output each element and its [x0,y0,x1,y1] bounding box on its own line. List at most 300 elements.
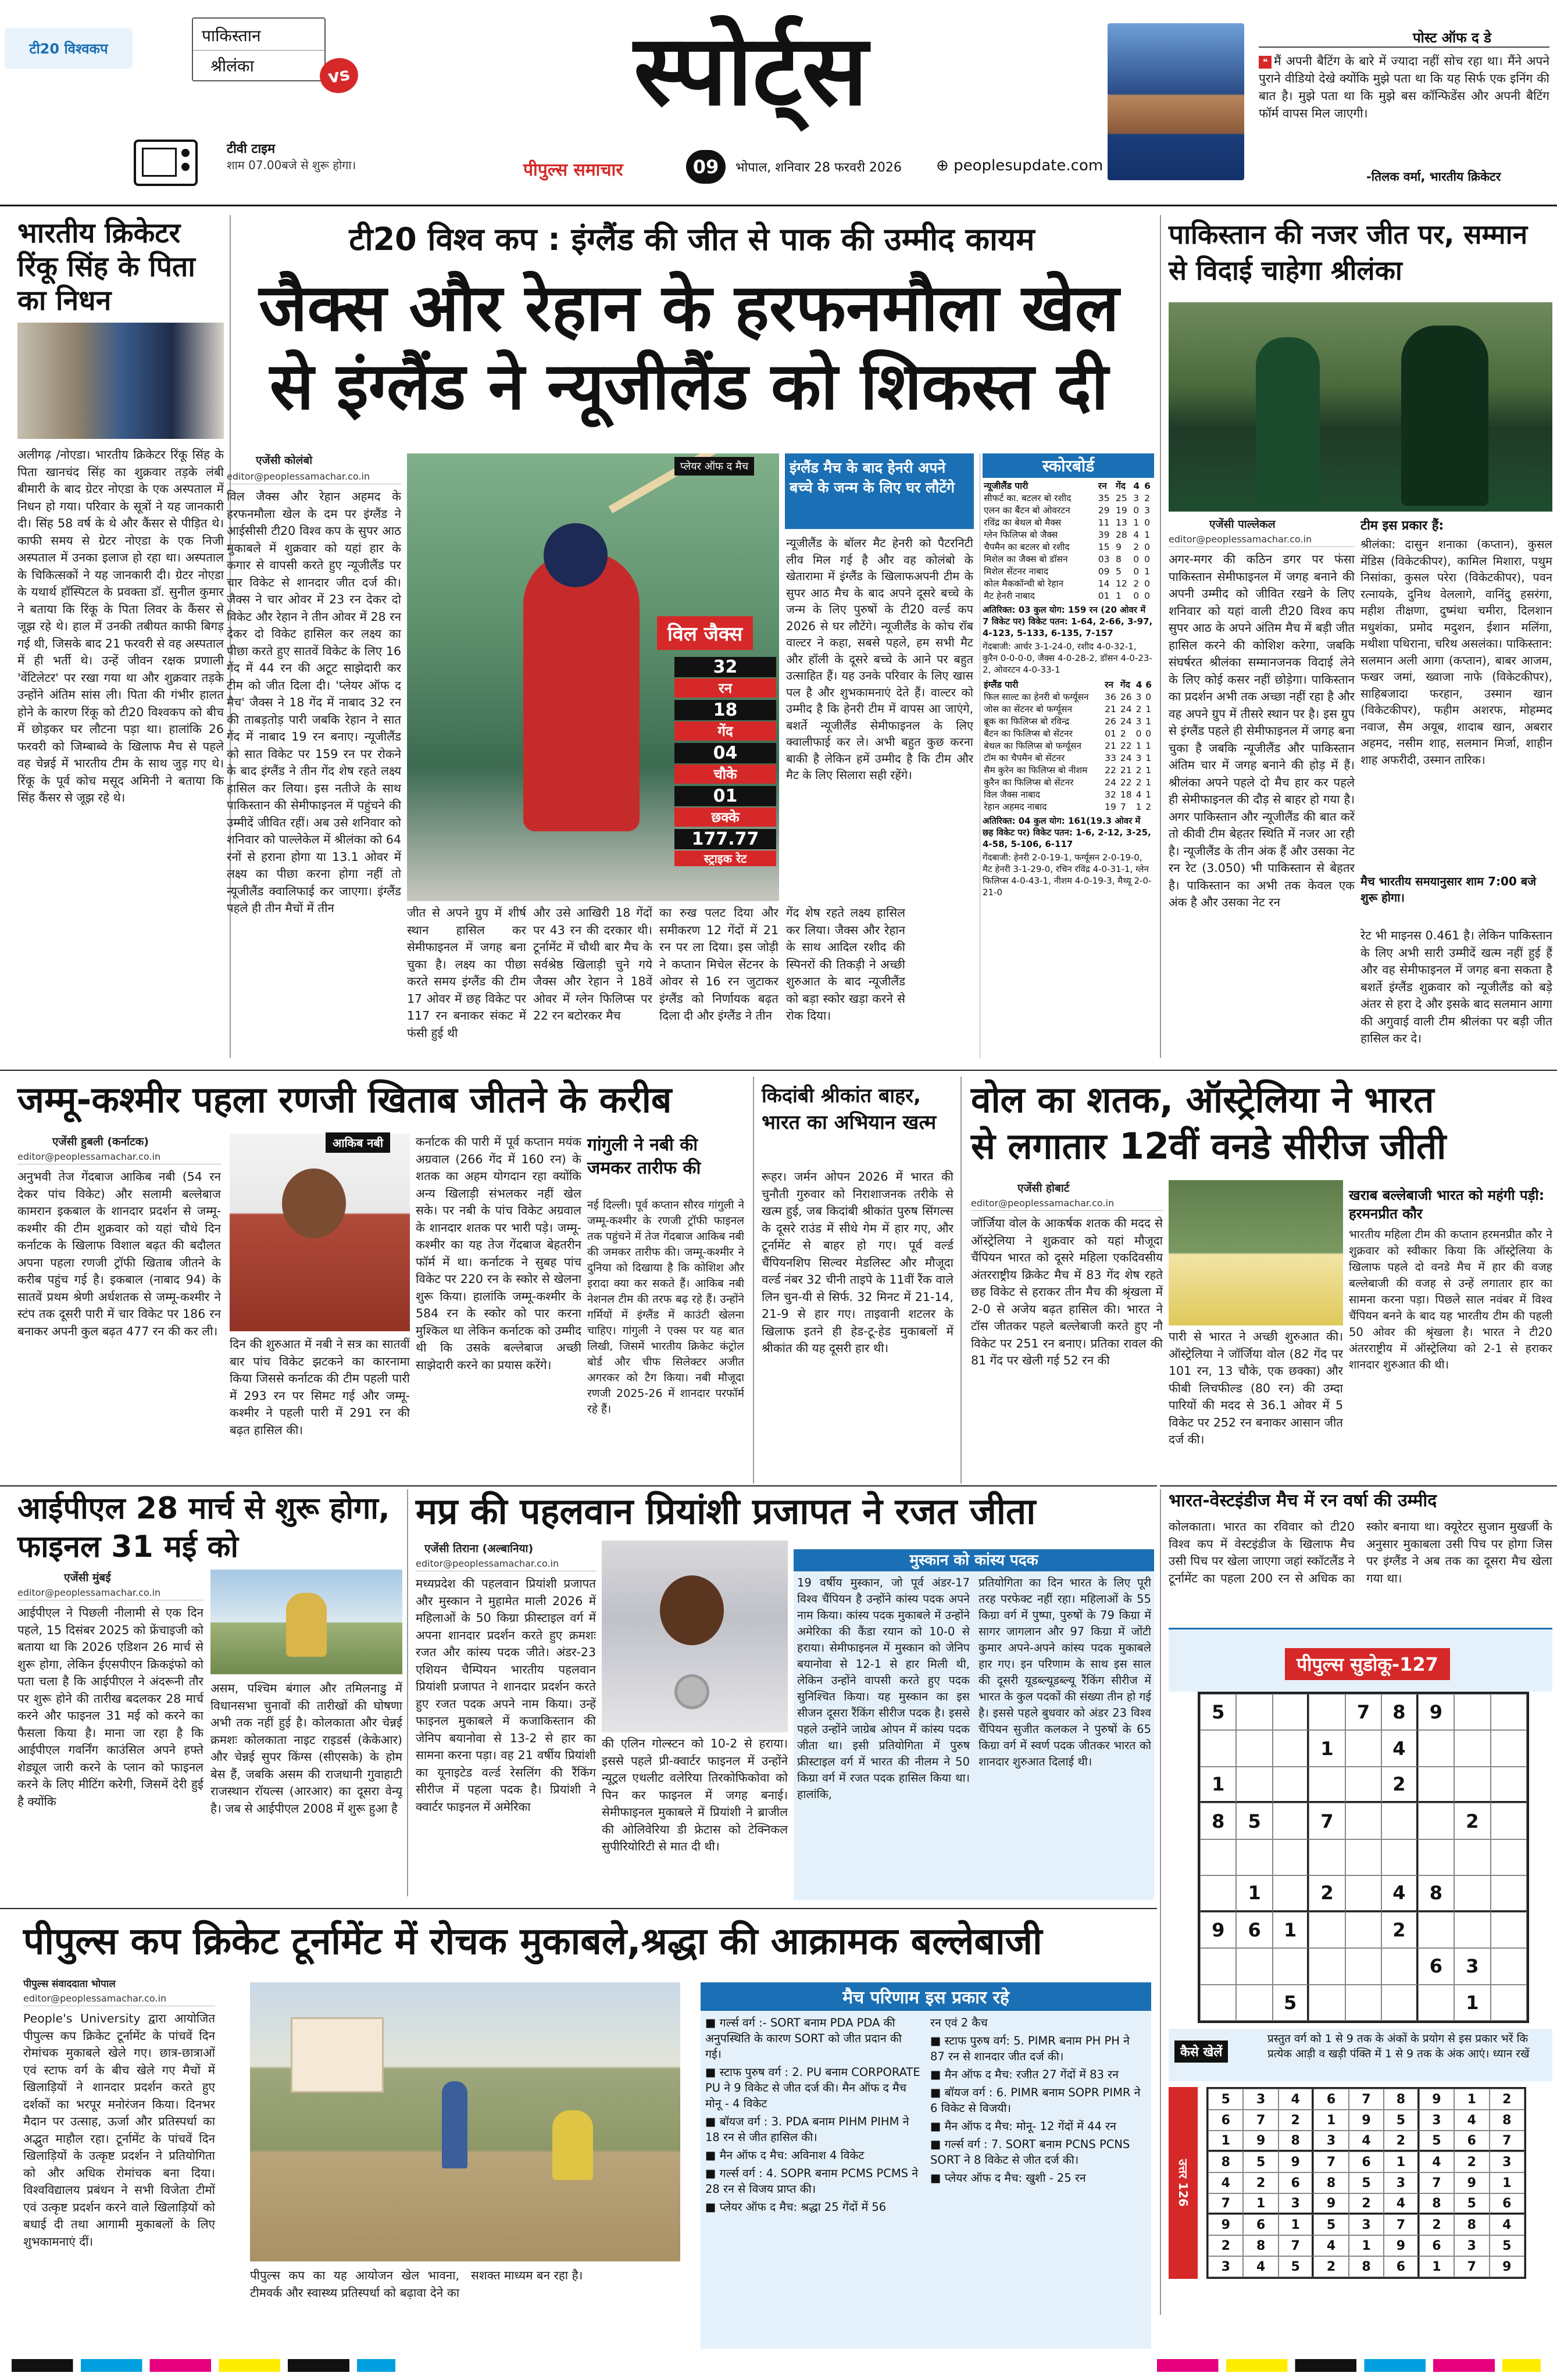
sudoku-cell[interactable]: 7 [1345,1694,1381,1730]
sudoku-cell: 8 [1490,2110,1524,2131]
sudoku-cell[interactable]: 1 [1200,1767,1236,1803]
pom-name: विल जैक्स [657,616,753,650]
team2-label: श्रीलंका [210,56,254,76]
sudoku-cell: 7 [1490,2131,1524,2152]
result-item: ■ स्टाफ पुरुष वर्ग: 5. PIMR बनाम PH PH ने 87 रन से शानदार जीत दर्ज की। [930,2034,1130,2063]
sudoku-cell: 9 [1454,2172,1489,2193]
squad-text: श्रीलंका: दासुन शनाका (कप्तान), कुसल मेंडिस (विकेटकीपर), कामिल मिशारा, पथुम निसांका, कुसल परेरा (विकेटकीपर), पवन रत्नायके, दुनिथ वेललागे, वानिंदु हसरंगा, महीश तीक्षणा, दुष्मंथा चमीरा, दिलशान मधुशंका, प्रमोद मदुशन, ईशान मलिंगा, मथीशा पथिराना, चरिथ असलंका। पाकिस्तान: सलमान अली आगा (कप्तान), बाबर आजम, फखर जमां, ख्वाजा नाफे (विकेटकीपर), साहिबजादा फरहान, उस्मान खान (विकेटकीपर), फहीम अशरफ, मोहम्मद नवाज, सैम अयूब, शादाब खान, अबरार अहमद, नसीम शाह, सलमान मिर्जा, शाहीन शाह अफरीदी, उस्मान तारिक। [1360,537,1552,767]
vs-badge: vs [317,55,360,97]
sudoku-cell: 6 [1208,2110,1243,2131]
sudoku-cell[interactable] [1345,1767,1381,1803]
sudoku-cell: 1 [1454,2089,1489,2110]
sudoku-cell: 3 [1490,2152,1524,2172]
wi-text: कोलकाता। भारत का रविवार को टी20 विश्व कप में वेस्टइंडीज के खिलाफ मैच उसी पिच पर खेला जाएगा जहां स्कॉटलैंड ने टूर्नामेंट का पहला 200 रन से अधिक का स्कोर बनाया था। क्यूरेटर सुजान मुखर्जी के अनुसार मुकाबला उसी पिच पर होगा जिस पर इंग्लैंड ने अब तक का दूसरा मैच खेला गया था। [1169,1520,1552,1585]
ganguly-headline: गांगुली ने नबी की जमकर तारीफ की [587,1135,701,1178]
sudoku-cell[interactable]: 9 [1200,1912,1236,1948]
sudoku-cell: 4 [1279,2089,1313,2110]
sudoku-cell: 3 [1384,2172,1419,2193]
sudoku-cell[interactable] [1309,1985,1345,2021]
sudoku-cell: 8 [1419,2193,1454,2214]
sudoku-cell[interactable] [1418,1767,1454,1803]
ranji-headline: जम्मू-कश्मीर पहला रणजी खिताब जीतने के करीब [17,1078,672,1121]
cup-caption: पीपुल्स कप का यह आयोजन खेल भावना, टीमवर्क और स्वास्थ्य प्रतिस्पर्धा को बढ़ावा देने का सशक्त माध्यम बन रहा है। [250,2268,583,2300]
sudoku-cell: 2 [1384,2131,1419,2152]
sudoku-cell: 4 [1313,2235,1348,2256]
sudoku-cell: 1 [1279,2214,1313,2235]
nz-extras: अतिरिक्त: 03 कुल योग: 159 रन (20 ओवर में 7 विकेट पर) विकेट पतन: 1-64, 2-66, 3-97, 4-123, 5-133, 6-135, 7-157 [983,605,1153,638]
sudoku-cell[interactable] [1381,1948,1417,1984]
squad-label: टीम इस प्रकार हैं: [1360,519,1444,533]
sudoku-cell[interactable]: 8 [1200,1803,1236,1839]
sudoku-cell[interactable] [1491,1694,1527,1730]
sudoku-cell[interactable] [1491,1767,1527,1803]
cup-email: editor@peoplessamachar.co.in [23,1993,215,2006]
akib-nabi-photo [230,1134,410,1331]
sudoku-cell[interactable] [1454,1875,1490,1911]
result-item: ■ बॉयज वर्ग : 3. PDA बनाम PIHM PIHM ने 18 रन से जीत हासिल की। [705,2115,909,2144]
sudoku-cell: 8 [1279,2131,1313,2152]
sudoku-cell[interactable] [1345,1803,1381,1839]
sudoku-cell[interactable] [1236,1767,1272,1803]
odi-headline-1: वोल का शतक, ऑस्ट्रेलिया ने भारत [971,1078,1434,1121]
table-row: मिशेल का जैक्स बो डॉसन 03 8 0 0 [984,554,1150,564]
table-row: चैपमैन का बटलर बो रशीद 15 9 2 0 [984,542,1150,552]
sudoku-cell: 8 [1208,2152,1243,2172]
sudoku-cell: 9 [1279,2152,1313,2172]
table-row: मैट हेनरी नाबाद 01 1 0 0 [984,591,1150,601]
results-left [705,2015,920,2217]
sudoku-cell[interactable] [1236,1694,1272,1730]
sudoku-cell: 8 [1349,2256,1384,2277]
sudoku-cell[interactable] [1345,1839,1381,1875]
sudoku-cell: 5 [1313,2214,1348,2235]
sudoku-cell: 6 [1454,2131,1489,2152]
rinku-headline: भारतीय क्रिकेटर रिंकू सिंह के पिता का निधन [17,217,195,317]
main-col4: का रुख पलट दिया और समीकरण 12 गेंदों में 21 रन पर ला दिया। इस जोड़ी ने कप्तान मिचेल सेंटनर के ओवर से 16 रन जुटाकर इंग्लैंड को निर्णायक बढ़त दिला दी और इंग्लैंड ने तीन [659,906,779,1023]
wrestling-email: editor@peoplessamachar.co.in [416,1558,596,1571]
sudoku-cell[interactable] [1491,1912,1527,1948]
sudoku-cell: 3 [1279,2193,1313,2214]
ipl-headline: आईपीएल 28 मार्च से शुरू होगा, फाइनल 31 मई को [17,1491,390,1564]
wrestling-agency: एजेंसी तिराना (अल्बानिया) [424,1542,534,1555]
team1-label: पाकिस्तान [202,26,261,45]
color-bar [12,2359,395,2372]
ipl-text2: असम, पश्चिम बंगाल और तमिलनाडु में विधानसभा चुनावों की तारीखों की घोषणा अभी तक नहीं हुई है। कोलकाता और चेन्नई क्रमशः कोलकाता नाइट राइडर्स (केकेआर) और चेन्नई सुपर किंग्स (सीएसके) के होम बेस हैं, जबकि असम की राजधानी गुवाहाटी राजस्थान रॉयल्स (आरआर) का दूसरा वेन्यू है। जब से आईपीएल 2008 में शुरू हुआ है [210,1681,402,1816]
odi-agency: एजेंसी होबार्ट [1017,1182,1070,1195]
sudoku-cell[interactable] [1491,1875,1527,1911]
main-kicker: टी20 विश्व कप : इंग्लैंड की जीत से पाक की उम्मीद कायम [349,221,1035,258]
sudoku-cell: 3 [1243,2089,1278,2110]
sudoku-cell: 8 [1243,2235,1278,2256]
sudoku-cell[interactable] [1491,1730,1527,1766]
table-row: जोस का सेंटनर बो फर्ग्यूसन 21 24 2 1 [984,704,1152,714]
sudoku-cell: 5 [1384,2110,1419,2131]
sudoku-cell[interactable] [1200,1839,1236,1875]
odi-email: editor@peoplessamachar.co.in [971,1198,1163,1211]
sudoku-cell[interactable]: 5 [1200,1694,1236,1730]
wrestling-headline: मप्र की पहलवान प्रियांशी प्रजापत ने रजत जीता [416,1490,1036,1532]
priyanshi-photo [602,1541,788,1732]
pak-sl-agency: एजेंसी पाल्लेकल [1209,518,1276,531]
post-of-day-text: ❝ मैं अपनी बैटिंग के बारे में ज्यादा नहीं सोच रहा था। मैंने अपने पुराने वीडियो देखे क्योंकि मुझे पता था कि यह सिर्फ एक इनिंग की बात है। मुझे पता था कि मुझे बस कॉन्फिडेंस और अपनी बैटिंग फॉर्म वापस मिल जाएगी। [1259,54,1549,120]
tv-icon [134,140,198,186]
pak-sl-col1: अगर-मगर की कठिन डगर पर फंसा पाकिस्तान सेमीफाइनल में जगह बनाने की अपनी उम्मीद को जीवित रखने के लिए शनिवार को यहां वाली टी20 विश्व कप सुपर आठ के अपने अंतिम मैच में बड़ी जीत हासिल करने की कोशिश करेगा, जबकि संघर्षरत श्रीलंका सम्मानजनक विदाई लेने के लिए कोई कसर नहीं छोड़ेगा। पाकिस्तान का प्रदर्शन अभी तक अच्छा नहीं रहा है और वह अपने ग्रुप में तीसरे स्थान पर है। इस ग्रुप से इंग्लैंड पहले ही सेमीफाइनल में जगह बना चुका है जबकि न्यूजीलैंड और पाकिस्तान अंतिम चार में जगह बनाने की होड़ में हैं। श्रीलंका अपने पहले दो मैच हार कर पहले ही सेमीफाइनल की दौड़ से बाहर हो गया है। अगर पाकिस्तान और न्यूजीलैंड की बात करें तो कीवी टीम बेहतर स्थिति में नजर आ रही है। न्यूजीलैंड के तीन अंक हैं और उसका नेट रन रेट (3.050) भी पाकिस्तान से बेहतर है। पाकिस्तान का अभी तक केवल एक अंक है और उसका नेट रन [1169,552,1355,909]
page-number: 09 [686,150,726,184]
ipl-trophy-photo [210,1570,402,1674]
sudoku-cell: 9 [1208,2214,1243,2235]
sudoku-cell[interactable] [1345,1730,1381,1766]
sudoku-grid[interactable] [1198,1692,1529,2023]
sudoku-cell[interactable] [1273,1767,1309,1803]
results-right [930,2015,1145,2188]
sudoku-cell: 9 [1349,2110,1384,2131]
main-headline-2: से इंग्लैंड ने न्यूजीलैंड को शिकस्त दी [269,349,1109,424]
table-row: ब्रूक का फिलिप्स बो रविन्द्र 26 24 3 1 [984,716,1152,727]
ranji-text3: कर्नाटक की पारी में पूर्व कप्तान मयंक अग्रवाल (266 गेंद में 160 रन) के शतक का अहम योगदान रहा क्योंकि अन्य खिलाड़ी संभलकर नहीं खेल सके। पर नबी के पांच विकेट अग्रवाल के शानदार शतक पर भारी पड़े। जम्मू-कश्मीर का यह तेज गेंदबाज बेहतरीन फॉर्म में था। कर्नाटक ने सुबह पांच विकेट पर 220 रन के स्कोर से खेलना शुरू किया। हालांकि जम्मू-कश्मीर के 584 रन के स्कोर को पार करना मुश्किल था लेकिन कर्नाटक को उम्मीद थी कि उसके बल्लेबाज अच्छी साझेदारी करने का प्रयास करेंगे। [416,1135,581,1372]
table-row: बेथल का फिलिप्स बो फर्ग्यूसन 21 22 1 1 [984,741,1152,751]
sudoku-cell[interactable] [1454,1694,1490,1730]
pom-label: प्लेयर ऑफ द मैच [674,457,754,476]
sudoku-cell[interactable] [1273,1694,1309,1730]
sudoku-cell: 4 [1454,2110,1489,2131]
sudoku-cell: 5 [1490,2235,1524,2256]
result-item: ■ प्लेयर ऑफ द मैच: श्रद्धा 25 गेंदों में 56 [705,2200,887,2214]
muskan-box [794,1571,1154,1900]
sudoku-title: पीपुल्स सुडोकू-127 [1285,1648,1450,1680]
cup-match-photo [250,1982,680,2261]
table-row: बैंटन का फिलिप्स बो सेंटनर 01 2 0 0 [984,728,1152,739]
ranji-email: editor@peoplessamachar.co.in [17,1151,221,1164]
color-bar [1157,2359,1541,2372]
result-item: ■ स्टाफ पुरुष वर्ग : 2. PU बनाम CORPORATE PU ने 9 विकेट से जीत दर्ज की। मैन ऑफ द मैच मोनू - 4 विकेट [705,2065,920,2110]
nz-bowling: गेंदबाजी: आर्चर 3-1-24-0, रशीद 4-0-32-1, कुरैन 0-0-0-0, जैक्स 4-0-28-2, डॉसन 4-0-23-2, ओवरटन 4-0-33-1 [983,641,1152,675]
sudoku-cell[interactable] [1491,1948,1527,1984]
table-row: ग्लेन फिलिप्स बो जैक्स 39 28 4 1 [984,530,1150,540]
sudoku-cell: 8 [1313,2172,1348,2193]
results-title: मैच परिणाम इस प्रकार रहे [701,1982,1151,2011]
globe-icon: ⊕ [936,157,954,174]
sudoku-cell[interactable]: 2 [1454,1803,1490,1839]
scoreboard-title: स्कोरबोर्ड [983,453,1154,478]
sudoku-cell[interactable] [1236,1985,1272,2021]
sudoku-cell[interactable] [1273,1948,1309,1984]
wrestling-text1: मध्यप्रदेश की पहलवान प्रियांशी प्रजापत और मुस्कान ने मुहामेत माली 2026 में महिलाओं के 50 किग्रा फ्रीस्टाइल वर्ग में अपना शानदार प्रदर्शन करते हुए क्रमशः रजत और कांस्य पदक जीते। अंडर-23 एशियन चैम्पियन भारतीय पहलवान प्रियांशी प्रजापत ने शानदार प्रदर्शन करते हुए रजत पदक अपने नाम किया। उन्हें फाइनल मुकाबले में कजाकिस्तान की जेनिप बयानोवा से 13-2 से हार का सामना करना पड़ा। वह 21 वर्षीय प्रियांशी का यूनाइटेड वर्ल्ड रेसलिंग की रैंकिंग सीरीज में पहला पदक है। प्रियांशी ने क्वार्टर फाइनल में अमेरिका [416,1577,596,1814]
result-item: ■ प्लेयर ऑफ द मैच: खुशी - 25 रन [930,2171,1086,2185]
sudoku-cell[interactable]: 6 [1418,1948,1454,1984]
cup-text: People's University द्वारा आयोजित पीपुल्स कप क्रिकेट टूर्नामेंट के पांचवें दिन रोमांचक मुकाबले खेले गए। छात्र-छात्राओं एवं स्टाफ वर्ग के बीच खेले गए मैचों में खिलाड़ियों ने शानदार प्रदर्शन करते हुए दर्शकों का भरपूर मनोरंजन किया। दिनभर मैदान पर उत्साह, ऊर्जा और प्रतिस्पर्धा का अद्भुत माहौल रहा। टूर्नामेंट के पांचवें दिन खिलाड़ियों के उत्कृष्ट प्रदर्शन ने प्रतियोगिता को और अधिक रोमांचक बना दिया। विश्वविद्यालय प्रबंधन ने सभी विजेता टीमों एवं उत्कृष्ट प्रदर्शन करने वाले खिलाड़ियों को बधाई दी तथा आगामी मुकाबलों के लिए शुभकामनाएं दीं। [23,2011,215,2249]
sudoku-cell: 3 [1349,2214,1384,2235]
sudoku-cell: 5 [1279,2256,1313,2277]
odi-side-headline: खराब बल्लेबाजी भारत को महंगी पड़ी: हरमनप्रीत कौर [1349,1187,1545,1222]
ipl-email: editor@peoplessamachar.co.in [17,1587,203,1600]
sudoku-cell: 9 [1490,2256,1524,2277]
muskan-text2: प्रतियोगिता का दिन भारत के लिए पूरी तरह परफेक्ट नहीं रहा। महिलाओं के 55 किग्रा वर्ग में पुष्पा, पुरुषों के 79 किग्रा में सागर जागलान और 97 किग्रा में जोंटी कुमार अपने-अपने कांस्य पदक मुकाबले हार गए। इन परिणाम के साथ इस साल की दूसरी यूडब्ल्यूडब्ल्यू रैंकिंग सीरीज में भारत के कुल पदकों की संख्या तीन हो गई है। इससे पहले बुधवार को अंडर 23 विश्व चैंपियन सुजीत कलकल ने पुरुषों के 65 किग्रा वर्ग में स्वर्ण पदक जीतकर भारत को शानदार शुरुआत दिलाई थी। [979,1576,1151,1768]
cup-agency: पीपुल्स संवाददाता भोपाल [23,1978,116,1990]
sudoku-cell: 4 [1490,2214,1524,2235]
squad-block [1360,516,1552,923]
sudoku-cell: 2 [1419,2214,1454,2235]
result-item: ■ मैन ऑफ द मैच: रजीत 27 गेंदों में 83 रन [930,2068,1119,2081]
main-agency: एजेंसी कोलंबो [256,454,313,467]
table-row: फिल साल्ट का हेनरी बो फर्ग्यूसन 36 26 3 0 [984,692,1152,702]
main-headline-1: जैक्स और रेहान के हरफनमौला खेल [259,270,1119,346]
sudoku-cell[interactable] [1418,1839,1454,1875]
match-time: मैच भारतीय समयानुसार शाम 7:00 बजे शुरू होगा। [1360,874,1537,905]
sudoku-cell: 3 [1313,2131,1348,2152]
answer-label: उत्तर 126 [1169,2087,1198,2279]
sudoku-cell: 5 [1208,2089,1243,2110]
sudoku-cell: 9 [1243,2131,1278,2152]
post-of-day-label: पोस्ट ऑफ द डे [1413,30,1491,46]
sudoku-cell[interactable] [1236,1730,1272,1766]
sudoku-cell[interactable]: 1 [1309,1730,1345,1766]
sudoku-cell: 9 [1313,2193,1348,2214]
match-teams [192,17,326,81]
sudoku-cell[interactable]: 3 [1454,1948,1490,1984]
sudoku-cell[interactable] [1454,1730,1490,1766]
cup-headline: पीपुल्स कप क्रिकेट टूर्नामेंट में रोचक मुकाबले,श्रद्धा की आक्रामक बल्लेबाजी [23,1920,1042,1963]
result-item: रन एवं 2 कैच [930,2016,988,2029]
sudoku-cell: 1 [1490,2172,1524,2193]
sudoku-cell: 6 [1349,2152,1384,2172]
tv-time-text: शाम 07.00बजे से शुरू होगा। [227,158,356,172]
sudoku-cell: 2 [1313,2256,1348,2277]
sudoku-cell[interactable] [1381,1839,1417,1875]
pak-sl-headline: पाकिस्तान की नजर जीत पर, सम्मान से विदाई चाहेगा श्रीलंका [1169,219,1528,286]
georgia-voll-photo [1169,1180,1343,1325]
wrestling-text2: की एलिन गोल्स्टन को 10-2 से हराया। इससे पहले प्री-क्वार्टर फाइनल में उन्होंने न्यूट्रल एथलीट वलेरिया तिरकोफिकोवा को पिन कर फाइनल में जगह बनाई। सेमीफाइनल मुकाबले में प्रियांशी ने ब्राजील की ओलिवेरिया डी फ्रेटास को टेक्निकल सुपीरियोरिटी से मात दी थी। [602,1736,788,1853]
sudoku-cell: 7 [1208,2193,1243,2214]
sudoku-cell[interactable] [1200,1875,1236,1911]
sudoku-cell[interactable] [1418,1730,1454,1766]
sudoku-cell[interactable] [1345,1948,1381,1984]
sudoku-cell: 4 [1243,2256,1278,2277]
sudoku-cell[interactable] [1200,1730,1236,1766]
nz-scorecard: न्यूजीलैंड पारी रन गेंद 4 6 सीफर्ट का. बटलर बो रशीद 35 25 3 2 एलन का बैंटन बो ओवरटन 29 19 0 3 रविंद्र का बेथल बो मैक्स 11 13 1 0 ग्लेन फिलिप्स बो जैक्स 39 28 4 1 चैपमैन का बटलर बो रशीद 15 9 2 0 मिशेल का जैक्स बो डॉसन 03 8 0 0 मिशेल सेंटनर नाबाद 09 5 0 1 कोल मैककॉन्ची बो रेहान 14 12 2 0 मैट हेनरी नाबाद 01 1 0 0 [983,480,1154,602]
sudoku-cell[interactable] [1418,1803,1454,1839]
sudoku-cell[interactable]: 2 [1381,1767,1417,1803]
sudoku-cell[interactable]: 4 [1381,1875,1417,1911]
sudoku-cell[interactable]: 1 [1273,1912,1309,1948]
how-to-play-label: कैसे खेलें [1174,2040,1228,2063]
table-row: एलन का बैंटन बो ओवरटन 29 19 0 3 [984,505,1150,516]
sudoku-cell[interactable] [1273,1839,1309,1875]
sudoku-cell: 5 [1243,2152,1278,2172]
sudoku-cell: 9 [1419,2089,1454,2110]
tilak-photo [1108,23,1244,180]
sudoku-cell[interactable]: 1 [1236,1875,1272,1911]
pom-stat: 32 रन 18 गेंद 04 चौके 01 छक्के 177.77 स्ट्राइक रेट [674,657,776,866]
table-row: रविंद्र का बेथल बो मैक्स 11 13 1 0 [984,517,1150,528]
sudoku-cell[interactable]: 2 [1309,1875,1345,1911]
pom-stats [674,657,776,866]
sudoku-cell[interactable]: 5 [1236,1803,1272,1839]
sudoku-cell: 2 [1208,2235,1243,2256]
eng-scorecard: इंग्लैंड पारी रन गेंद 4 6 फिल साल्ट का हेनरी बो फर्ग्यूसन 36 26 3 0 जोस का सेंटनर बो फर्ग्यूसन 21 24 2 1 ब्रूक का फिलिप्स बो रविन्द्र 26 24 3 1 बैंटन का फिलिप्स बो सेंटनर 01 2 0 0 बेथल का फिलिप्स बो फर्ग्यूसन 21 22 1 1 टॉम का चैपमैन बो सेंटनर 33 24 3 1 सैम कुरेन का फिलिप्स बो नीशम 22 21 2 1 कुरैन का फिलिप्स बो सेंटनर 24 22 2 1 विल जैक्स नाबाद 32 18 4 1 रेहान अहमद नाबाद 19 7 1 2 [983,679,1154,813]
sudoku-cell[interactable] [1454,1912,1490,1948]
sudoku-cell: 7 [1243,2110,1278,2131]
t20-label-badge [5,28,133,69]
sudoku-cell[interactable] [1273,1803,1309,1839]
table-row: सीफर्ट का. बटलर बो रशीद 35 25 3 2 [984,493,1150,503]
sudoku-answer-grid [1206,2087,1526,2279]
how-to-play [1169,2029,1552,2081]
ranji-agency: एजेंसी हुबली (कर्नाटक) [52,1135,149,1148]
pak-sl-email: editor@peoplessamachar.co.in [1169,534,1355,547]
sudoku-cell[interactable]: 2 [1381,1912,1417,1948]
odi-text1: जॉर्जिया वोल के आकर्षक शतक की मदद से ऑस्ट्रेलिया ने शुक्रवार को यहां मौजूदा चैंपियन भारत को दूसरे महिला एकदिवसीय अंतरराष्ट्रीय क्रिकेट मैच में 83 गेंद शेष रहते छह विकेट से हराकर तीन मैच की श्रृंखला में 2-0 से अजेय बढ़त हासिल की। भारत ने टॉस जीतकर पहले बल्लेबाजी करते हुए नौ विकेट पर 251 रन बनाए। प्रतिका रावल की 81 गेंद पर खेली गई 52 रन की [971,1216,1163,1367]
henry-headline-box [785,453,974,529]
masthead-title: स्पोर्ट्स [634,12,868,127]
sudoku-cell[interactable] [1200,1985,1236,2021]
result-item: ■ गर्ल्स वर्ग : 4. SOPR बनाम PCMS PCMS ने 28 रन से विजय प्राप्त की। [705,2167,919,2196]
sudoku-cell: 5 [1349,2172,1384,2193]
results-box [701,1982,1151,2349]
scoreboard [980,453,1154,1058]
sudoku-cell[interactable] [1309,1694,1345,1730]
sudoku-cell: 1 [1208,2131,1243,2152]
result-item: ■ बॉयज वर्ग : 6. PIMR बनाम SOPR PIMR ने 6 विकेट से विजयी। [930,2086,1141,2115]
kidambi-text: रूहर। जर्मन ओपन 2026 में भारत की चुनौती गुरुवार को निराशाजनक तरीके से खत्म हुई, जब किदांबी श्रीकांत पुरुष सिंगल्स के दूसरे राउंड में सीधे गेम में हार गए, और टूर्नामेंट से बाहर हो गए। पूर्व वर्ल्ड चैंपियनशिप सिल्वर मेडलिस्ट और मौजूदा वर्ल्ड नंबर 32 चीनी ताइपे के 11वीं रैंक वाले लिन चुन-यी से सिर्फ. 32 मिनट में 21-14, 21-9 से हार गए। ताइवानी शटलर के खिलाफ इतने ही हेड-टू-हेड मुकाबलों में श्रीकांत की यह दूसरी हार थी। [762,1170,954,1355]
sudoku-cell: 2 [1454,2152,1489,2172]
sudoku-cell[interactable] [1454,1767,1490,1803]
sudoku-cell: 2 [1279,2110,1313,2131]
post-of-day-author: -तिलक वर्मा, भारतीय क्रिकेटर [1366,170,1501,184]
tv-label: टीवी टाइम [227,142,276,156]
odi-headline-2: से लगातार 12वीं वनडे सीरीज जीती [971,1125,1447,1167]
sudoku-cell: 4 [1384,2193,1419,2214]
akib-nabi-tag: आकिब नबी [326,1132,390,1153]
sudoku-cell: 6 [1313,2089,1348,2110]
sudoku-cell: 2 [1349,2193,1384,2214]
sudoku-cell[interactable] [1418,1985,1454,2021]
main-email: editor@peoplessamachar.co.in [227,471,401,484]
sudoku-cell: 9 [1384,2235,1419,2256]
sudoku-cell: 4 [1208,2172,1243,2193]
sudoku-cell: 2 [1490,2089,1524,2110]
sudoku-cell[interactable] [1236,1839,1272,1875]
sudoku-cell[interactable]: 7 [1309,1803,1345,1839]
rinku-photo [17,323,224,439]
eng-bowling: गेंदबाजी: हेनरी 2-0-19-1, फर्ग्यूसन 2-0-19-0, मैट हेनरी 3-1-29-0, रचिन रविंद्र 4-0-31-1, ग्लेन फिलिप्स 4-0-43-1, नीशम 4-0-19-3, मैथ्यू 2-0-21-0 [983,852,1152,898]
website: ⊕ peoplesupdate.com [936,157,1104,174]
sudoku-cell[interactable]: 6 [1236,1912,1272,1948]
main-col5: गेंद शेष रहते लक्ष्य हासिल कर लिया। जैक्स और रेहान के साथ आदिल रशीद की स्पिनरों की तिकड़ी ने अच्छी शुरुआत के बाद न्यूजीलैंड को बड़ा स्कोर खड़ा करने से रोक दिया। [786,906,905,1023]
sudoku-cell: 7 [1419,2172,1454,2193]
sudoku-cell: 4 [1419,2152,1454,2172]
sudoku-cell: 6 [1419,2235,1454,2256]
result-item: ■ गर्ल्स वर्ग : 7. SORT बनाम PCNS PCNS SORT ने 8 विकेट से जीत दर्ज की। [930,2138,1130,2167]
table-row: कोल मैककॉन्ची बो रेहान 14 12 2 0 [984,578,1150,589]
sudoku-cell[interactable] [1454,1839,1490,1875]
result-item: ■ मैन ऑफ द मैच: अविनाश 4 विकेट [705,2149,865,2162]
sudoku-cell[interactable]: 8 [1381,1694,1417,1730]
table-row: रेहान अहमद नाबाद 19 7 1 2 [984,802,1152,812]
main-col1: विल जैक्स और रेहान अहमद के हरफनमौला खेल के दम पर इंग्लैंड ने आईसीसी टी20 विश्व कप के सुपर आठ मुकाबले में शुक्रवार को यहां हार के कगार से वापसी करते हुए न्यूजीलैंड पर चार विकेट से शानदार जीत दर्ज की। जैक्स ने चार ओवर में 23 रन देकर दो विकेट और रेहान ने तीन ओवर में 28 रन देकर दो विकेट हासिल कर लक्ष्य का पीछा करते हुए सातवें विकेट के लिए 16 गेंद में 44 रन की अटूट साझेदारी कर टीम को जीत दिला दी। 'प्लेयर ऑफ द मैच' जैक्स ने 18 गेंद में नाबाद 32 रन की ताबड़तोड़ पारी जबकि रेहान ने सात गेंद में नाबाद 19 रन बनाए। न्यूजीलैंड को सात विकेट पर 159 रन पर रोकने के बाद इंग्लैंड ने तीन गेंद शेष रहते लक्ष्य हासिल कर लिया। इस नतीजे के साथ पाकिस्तान की सेमीफाइनल में पहुंचने की उम्मीदें जीवित रहीं। अब उसे शनिवार को शनिवार को पाल्लेकेल में श्रीलंका को 64 रनों से हराना होगा या 13.1 ओवर में लक्ष्य का पीछा करना होगा नहीं तो न्यूजीलैंड क्वालिफाई कर जाएगा। इंग्लैंड पहले ही तीन मैचों में तीन [227,489,401,915]
sudoku-cell: 4 [1349,2131,1384,2152]
sudoku-cell[interactable] [1418,1912,1454,1948]
paper-name: पीपुल्स समाचार [523,160,623,180]
sudoku-cell: 3 [1419,2110,1454,2131]
henry-text: न्यूजीलैंड के बॉलर मैट हेनरी को पैटरनिटी लीव मिल गई है और वह कोलंबो के खेतारामा में इंग्लैंड के खिलाफअपनी टीम के सुपर आठ मैच के बाद अपने दूसरे बच्चे के जन्म के लिए पुरुषों के टी20 वर्ल्ड कप 2026 से घर लौटेंगे। न्यूजीलैंड के कोच रॉब वाल्टर ने कहा, सबसे पहले, हम सभी मैट और हॉली के दूसरे बच्चे के आने पर बहुत उत्साहित हैं। यह उनके परिवार के लिए खास पल है और शुभकामनाएं देते हैं। वाल्टर को उम्मीद है कि हेनरी टीम में वापस आ जाएंगे, बशर्ते न्यूजीलैंड सेमीफाइनल के लिए क्वालीफाई कर ले। अभी बहुत कुछ करना बाकी है लेकिन हमें उम्मीद है कि टीम और मैट के लिए सिलारा सही रहेंगे। [786,536,973,782]
sudoku-cell[interactable] [1236,1948,1272,1984]
sudoku-cell[interactable] [1381,1803,1417,1839]
sudoku-cell: 5 [1419,2131,1454,2152]
sudoku-cell[interactable]: 4 [1381,1730,1417,1766]
eng-extras: अतिरिक्त: 04 कुल योग: 161(19.3 ओवर में छह विकेट पर) विकेट पतन: 1-6, 2-12, 3-25, 4-58, 5-106, 6-117 [983,816,1151,849]
sudoku-cell: 1 [1243,2193,1278,2214]
sudoku-cell[interactable] [1345,1875,1381,1911]
sudoku-cell: 3 [1454,2235,1489,2256]
sudoku-cell[interactable] [1491,1803,1527,1839]
sudoku-cell[interactable] [1309,1948,1345,1984]
result-item: ■ गर्ल्स वर्ग :- SORT बनाम PDA PDA की अनुपस्थिति के कारण SORT को जीत प्रदान की गई। [705,2016,902,2061]
sudoku-cell[interactable] [1309,1839,1345,1875]
sudoku-cell[interactable] [1200,1948,1236,1984]
sudoku-cell: 6 [1384,2256,1419,2277]
wi-headline: भारत-वेस्टइंडीज मैच में रन वर्षा की उम्मीद [1169,1491,1437,1511]
sudoku-cell: 7 [1384,2214,1419,2235]
table-row: विल जैक्स नाबाद 32 18 4 1 [984,789,1152,800]
sudoku-cell: 3 [1208,2256,1243,2277]
sudoku-cell[interactable]: 1 [1454,1985,1490,2021]
sudoku-cell[interactable] [1491,1985,1527,2021]
sudoku-cell: 5 [1454,2193,1489,2214]
sudoku-cell[interactable] [1309,1767,1345,1803]
sudoku-cell: 6 [1490,2193,1524,2214]
sudoku-header [1169,1628,1552,1692]
sudoku-cell[interactable] [1273,1730,1309,1766]
sudoku-cell: 1 [1313,2110,1348,2131]
sudoku-cell: 8 [1454,2214,1489,2235]
kidambi-headline: किदांबी श्रीकांत बाहर, भारत का अभियान खत्म [762,1084,937,1134]
odi-side-text: भारतीय महिला टीम की कप्तान हरमनप्रीत कौर ने शुक्रवार को स्वीकार किया कि ऑस्ट्रेलिया के खिलाफ पहले दो वनडे मैच में हार की वजह बल्लेबाजी की वजह से उन्हें लगातार हार का सामना करना पड़ा। पिछले साल नवंबर में विश्व चैंपियन बनने के बाद यह भारतीय टीम की पहली 50 ओवर की श्रृंखला है। भारत ने टी20 अंतरराष्ट्रीय में ऑस्ट्रेलिया को 2-1 से हराकर शानदार शुरुआत की थी। [1349,1228,1552,1371]
henry-headline: इंग्लैंड मैच के बाद हेनरी अपने बच्चे के जन्म के लिए घर लौटेंगे [790,459,955,496]
ipl-text1: आईपीएल ने पिछली नीलामी से एक दिन पहले, 15 दिसंबर 2025 को फ्रेंचाइजी को बताया था कि 2026 एडिशन 26 मार्च से शुरू होगा, लेकिन ईएसपीएन क्रिकइंफो को पता चला है कि आईपीएल ने अंदरूनी तौर पर शुरू होने की तारीख बदलकर 28 मार्च करने और फाइनल 31 मई को करने का फैसला किया है। माना जा रहा है कि आईपीएल गवर्निंग काउंसिल अपने हफ्ते शेड्यूल जारी करने के प्लान को फाइनल करने के लिए मीटिंग करेगी, जिसमें देरी हुई है क्योंकि [17,1606,203,1809]
pak-sl-photo [1169,302,1552,512]
sudoku-cell[interactable]: 9 [1418,1694,1454,1730]
sudoku-cell: 2 [1243,2172,1278,2193]
sudoku-cell[interactable] [1345,1985,1381,2021]
table-row: सैम कुरेन का फिलिप्स बो नीशम 22 21 2 1 [984,765,1152,776]
sudoku-cell[interactable]: 8 [1418,1875,1454,1911]
sudoku-cell[interactable] [1273,1875,1309,1911]
quote-icon: ❝ [1259,56,1272,69]
sudoku-cell: 1 [1384,2152,1419,2172]
odi-text2: पारी से भारत ने अच्छी शुरुआत की। ऑस्ट्रेलिया ने जॉर्जिया वोल (82 गेंद पर 101 रन, 13 चौके, एक छक्का) और फीबी लिचफील्ड (80 रन) की उम्दा पारियों की मदद से 36.1 ओवर में 5 विकेट पर 252 रन बनाकर आसान जीत दर्ज की। [1169,1330,1343,1446]
muskan-box-title: मुस्कान को कांस्य पदक [794,1549,1154,1571]
rinku-text: अलीगढ़ /नोएडा। भारतीय क्रिकेटर रिंकू सिंह के पिता खानचंद सिंह का शुक्रवार तड़के लंबी बीमारी के बाद ग्रेटर नोएडा के एक अस्पताल में निधन हो गया। परिवार के सूत्रों ने यह जानकारी दी। सिंह 58 वर्ष के थे और कैंसर से पीड़ित थे। काफी समय से ग्रेटर नोएडा के एक निजी अस्पताल में उनका इलाज हो रहा था। अस्पताल के चिकित्सकों ने यह जानकारी दी। ग्रेटर नोएडा के यथार्थ हॉस्पिटल के प्रवक्ता डॉ. सुनील कुमार ने बताया कि रिंकू के पिता लिवर के कैंसर से जूझ रहे थे। हाल में उनकी तबीयत काफी बिगड़ गई थी, जिसके बाद 21 फरवरी से वह अस्पताल में ही भर्ती थे। उन्हें जीवन रक्षक प्रणाली 'वेंटिलेटर' पर रखा गया था और शुक्रवार तड़के उन्होंने अंतिम सांस ली। पिता की गंभीर हालत होने के कारण रिंकू को टी20 विश्वकप को बीच में छोड़कर घर लौटना पड़ा था। हालांकि 26 फरवरी को जिम्बाब्वे के खिलाफ मैच से पहले वह चेन्नई में भारतीय टीम के साथ जुड़ गए थे। रिंकू के पूर्व कोच मसूद अमिनी ने बताया कि सिंह कैंसर से जूझ रहे थे। [17,448,224,805]
sudoku-cell[interactable]: 5 [1273,1985,1309,2021]
ipl-agency: एजेंसी मुंबई [64,1571,111,1584]
main-col2: जीत से अपने ग्रुप में शीर्ष स्थान हासिल कर सेमीफाइनल में जगह बना चुका है। लक्ष्य का पीछा करते समय इंग्लैंड की टीम 17 ओवर में छह विकेट पर 117 रन बनाकर संकट में फंसी हुई थी [407,906,526,1040]
sudoku-cell[interactable] [1345,1912,1381,1948]
sudoku-cell: 1 [1349,2235,1384,2256]
table-row: कुरैन का फिलिप्स बो सेंटनर 24 22 2 1 [984,777,1152,788]
sudoku-cell: 7 [1313,2152,1348,2172]
table-row: टॉम का चैपमैन बो सेंटनर 33 24 3 1 [984,753,1152,763]
pak-sl-tail: रेट भी माइनस 0.461 है। लेकिन पाकिस्तान के लिए अभी सारी उम्मीदें खत्म नहीं हुई हैं और वह सेमीफाइनल में जगह बना सकता है बशर्ते इंग्लैंड शुक्रवार को न्यूजीलैंड को बड़े अंतर से हरा दे और इसके बाद सलमान आगा की अगुवाई वाली टीम श्रीलंका पर बड़ी जीत हासिल कर दे। [1360,928,1552,1045]
sudoku-cell: 7 [1349,2089,1384,2110]
t20-label: टी20 विश्वकप [29,40,108,57]
sudoku-cell[interactable] [1491,1839,1527,1875]
sudoku-cell[interactable] [1381,1985,1417,2021]
sudoku-cell[interactable] [1309,1912,1345,1948]
sudoku-cell: 6 [1279,2172,1313,2193]
sudoku-cell: 8 [1384,2089,1419,2110]
sudoku-cell: 6 [1243,2214,1278,2235]
muskan-text1: 19 वर्षीय मुस्कान, जो पूर्व अंडर-17 विश्व चैंपियन है उन्होंने कांस्य पदक अपने नाम किया। कांस्य पदक मुकाबले में उन्होंने अमेरिका की कैंडा रयान को 10-0 से हराया। सेमीफाइनल में मुस्कान को जेनिप बयानोवा से 12-1 से हार मिली थी, लेकिन उन्होंने वापसी करते हुए पदक सुनिश्चित किया। यह मुस्कान का इस सीजन दूसरा रैंकिंग सीरीज पदक है। इससे पहले उन्होंने जाग्रेब ओपन में कांस्य पदक जीता था। इसी प्रतियोगिता में पुरुष फ्रीस्टाइल वर्ग में भारत की नीलम ने 50 किग्रा वर्ग में रजत पदक हासिल किया था। हालांकि, [797,1576,970,1801]
